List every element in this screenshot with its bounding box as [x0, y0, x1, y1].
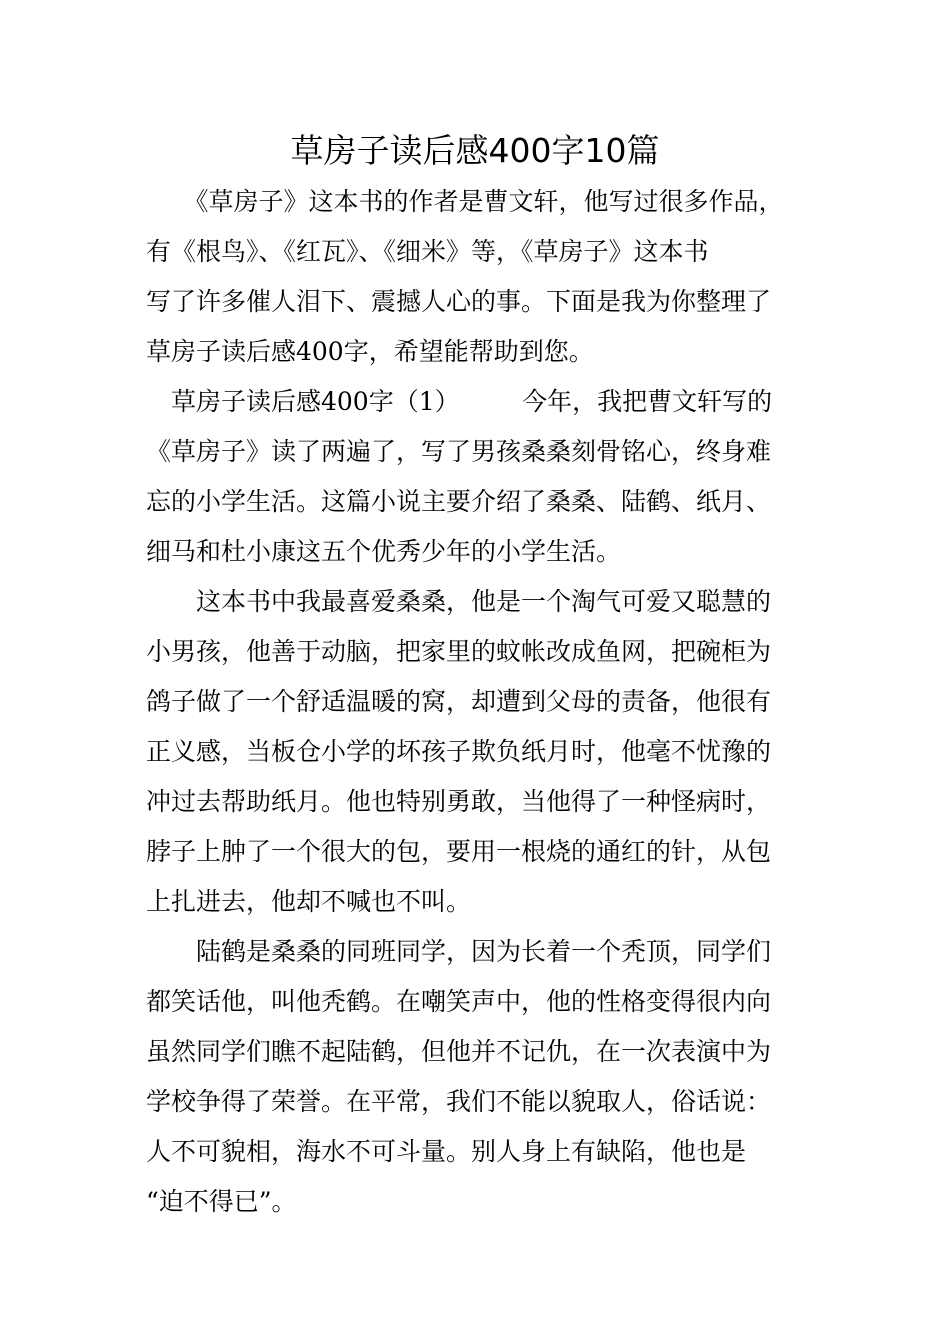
text-line: 《草房子》这本书的作者是曹文轩，他写过很多作品， — [146, 187, 784, 216]
text-line: “迫不得已”。 — [146, 1187, 297, 1216]
text-line: 虽然同学们瞧不起陆鹤，但他并不记仇，在一次表演中为 — [146, 1037, 772, 1066]
text-line: 《草房子》读了两遍了，写了男孩桑桑刻骨铭心，终身难 — [146, 437, 772, 466]
text-line: 细马和杜小康这五个优秀少年的小学生活。 — [146, 537, 622, 566]
text-line: 草房子读后感400字，希望能帮助到您。 — [146, 337, 594, 366]
text-line: 草房子读后感400字（1） 今年，我把曹文轩写的 — [146, 387, 773, 416]
text-line: 陆鹤是桑桑的同班同学，因为长着一个秃顶，同学们 — [146, 937, 772, 966]
text-line: 写了许多催人泪下、震撼人心的事。下面是我为你整理了 — [146, 287, 772, 316]
text-line: 正义感，当板仓小学的坏孩子欺负纸月时，他毫不忧豫的 — [146, 737, 772, 766]
text-line: 忘的小学生活。这篇小说主要介绍了桑桑、陆鹤、纸月、 — [146, 487, 772, 516]
text-line: 学校争得了荣誉。在平常，我们不能以貌取人，俗话说： — [146, 1087, 772, 1116]
text-line: 上扎进去，他却不喊也不叫。 — [146, 887, 472, 916]
document-title: 草房子读后感400字10篇 — [290, 131, 660, 170]
paragraph-essay-1-opening — [146, 377, 826, 577]
text-line: 小男孩，他善于动脑，把家里的蚊帐改成鱼网，把碗柜为 — [146, 637, 772, 666]
text-line: 这本书中我最喜爱桑桑，他是一个淘气可爱又聪慧的 — [146, 587, 772, 616]
paragraph-luhe — [146, 927, 826, 1227]
text-line: 脖子上肿了一个很大的包，要用一根烧的通红的针，从包 — [146, 837, 772, 866]
paragraph-intro — [146, 177, 826, 377]
text-line: 都笑话他，叫他秃鹤。在嘲笑声中，他的性格变得很内向 — [146, 987, 772, 1016]
text-line: 鸽子做了一个舒适温暖的窝，却遭到父母的责备，他很有 — [146, 687, 772, 716]
text-line: 有《根鸟》、《红瓦》、《细米》等，《草房子》这本书 — [146, 237, 709, 266]
text-line: 冲过去帮助纸月。他也特别勇敢，当他得了一种怪病时， — [146, 787, 772, 816]
document-body — [146, 177, 826, 1227]
paragraph-sangsang — [146, 577, 826, 927]
text-line: 人不可貌相，海水不可斗量。别人身上有缺陷，他也是 — [146, 1137, 747, 1166]
